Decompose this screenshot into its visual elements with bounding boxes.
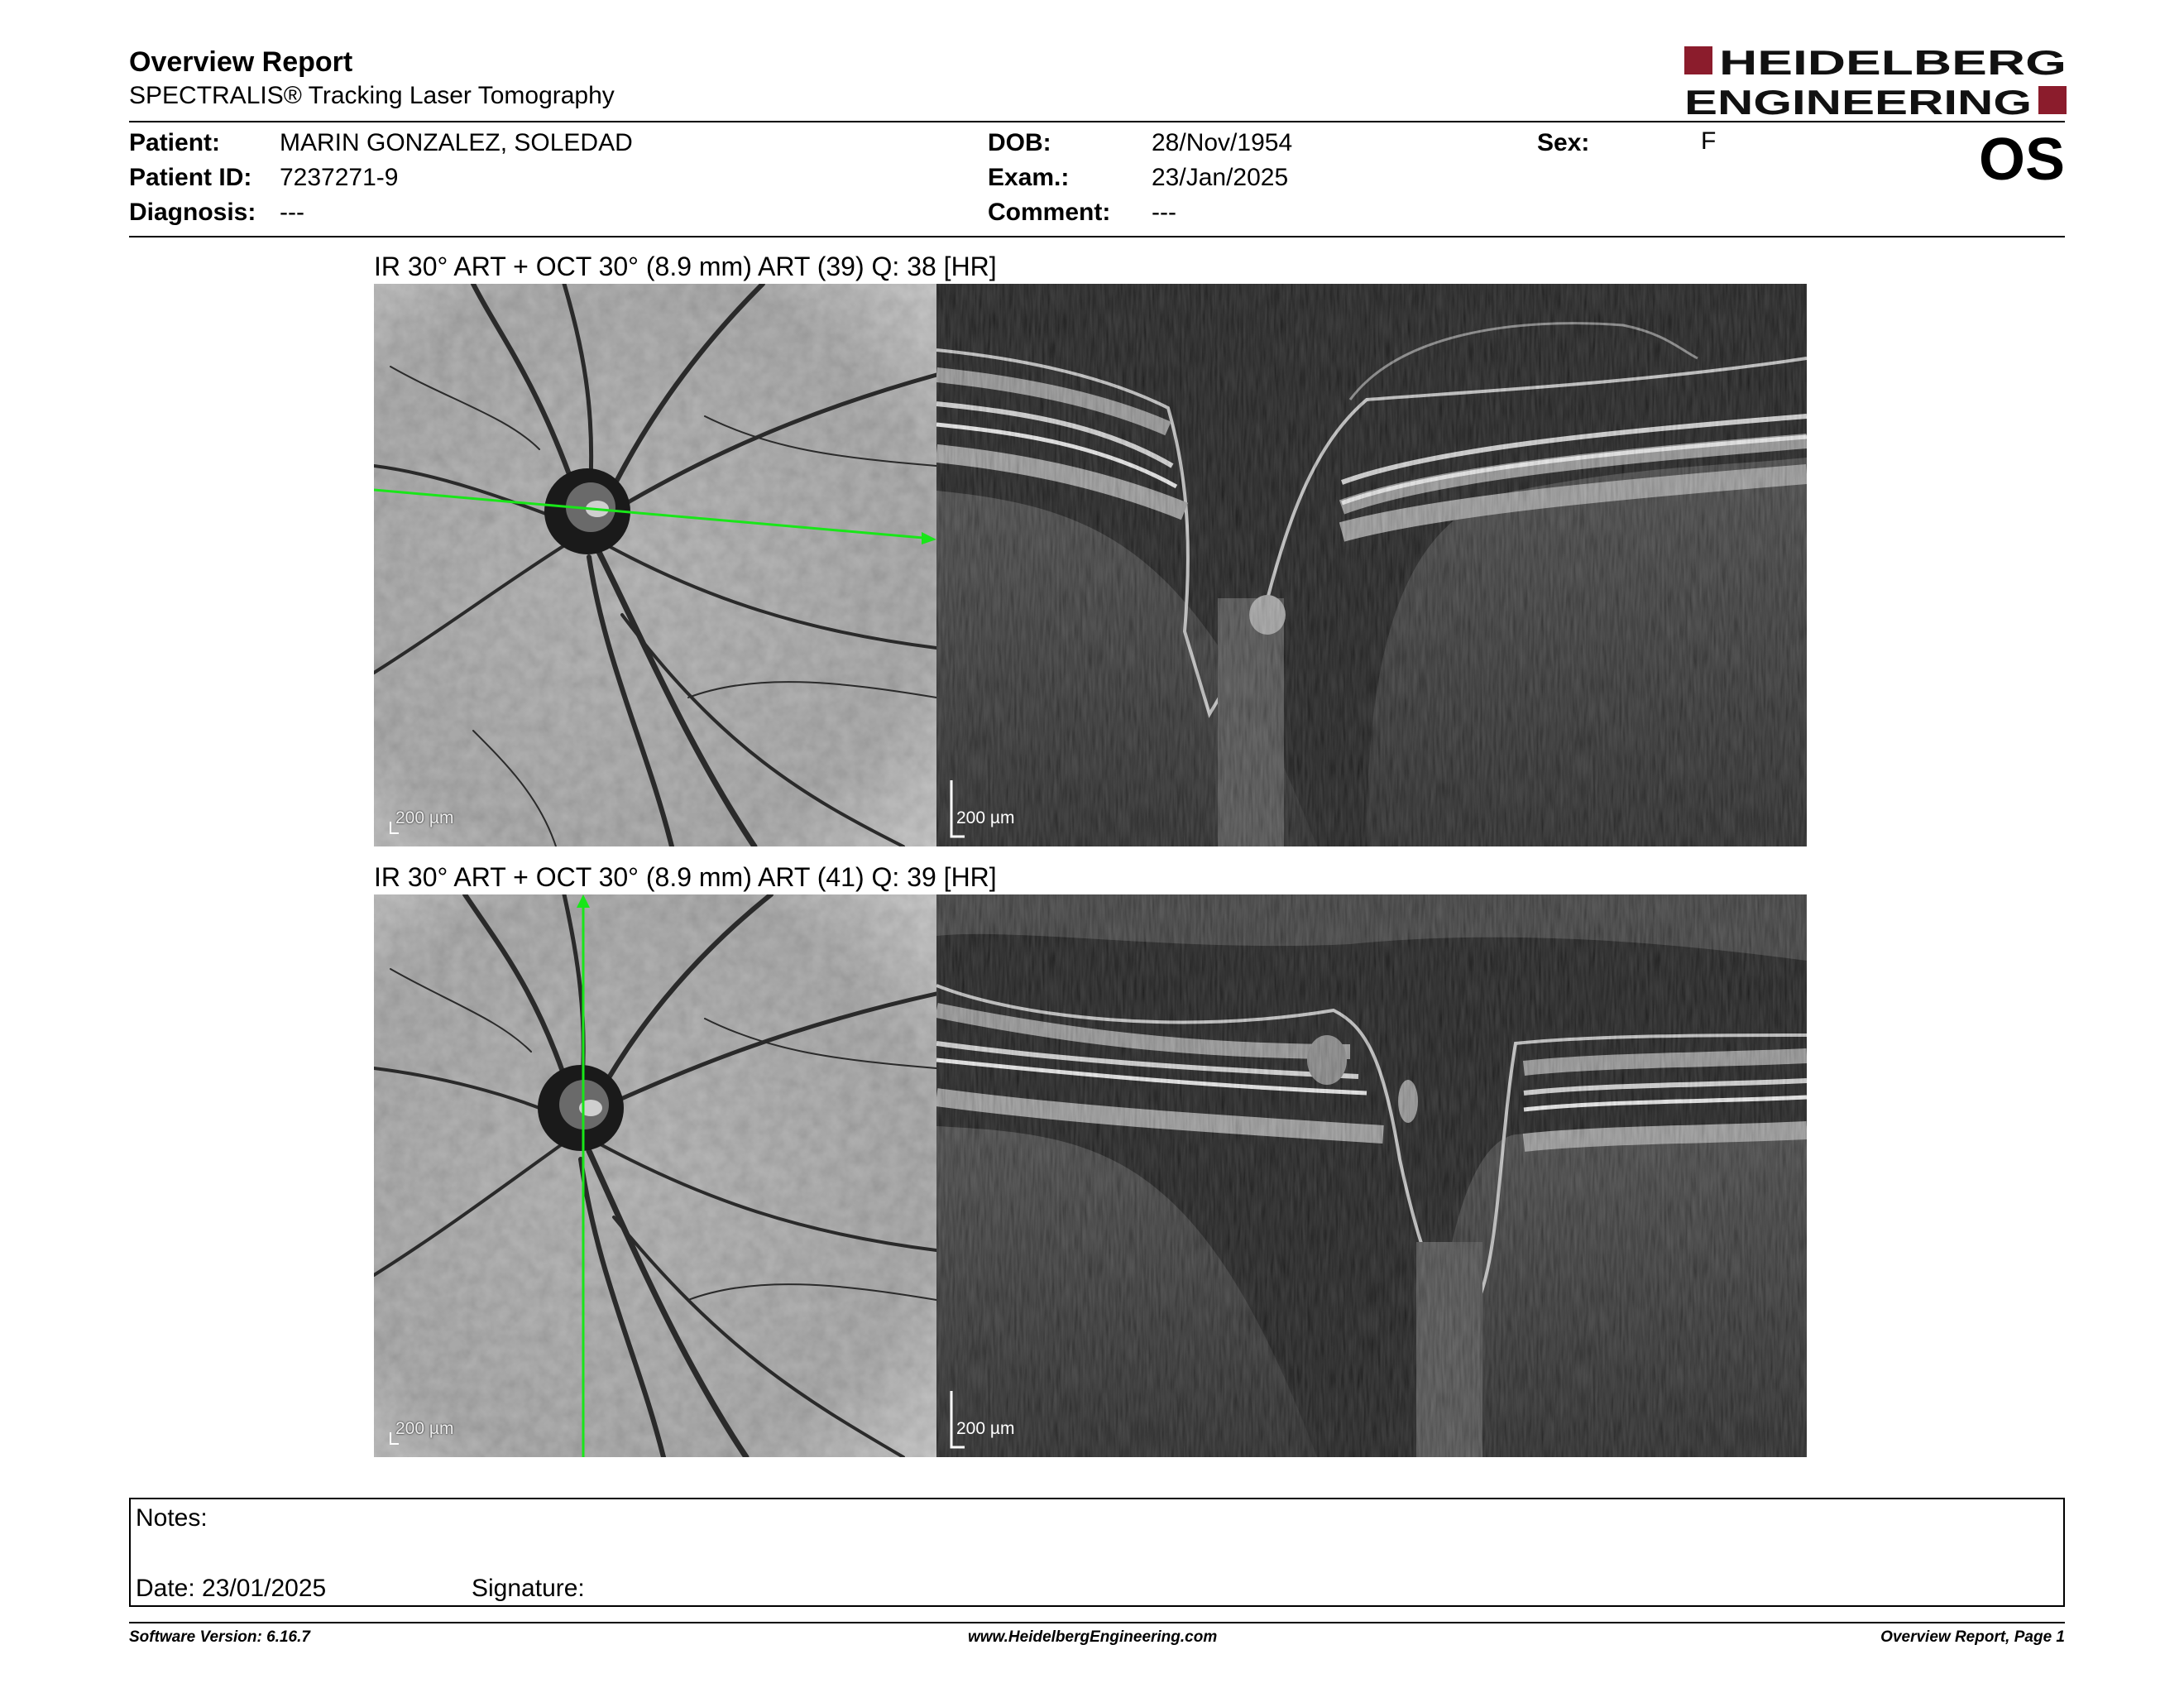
scan-2-fundus-image[interactable] (374, 894, 936, 1457)
scan-2-fundus-scale: 200 µm (395, 1419, 454, 1438)
exam-label: Exam.: (988, 164, 1070, 191)
scan-1-oct-scale: 200 µm (956, 808, 1015, 827)
notes-box[interactable] (129, 1498, 2065, 1607)
diagnosis-value: --- (280, 199, 304, 226)
scan-2-title: IR 30° ART + OCT 30° (8.9 mm) ART (41) Q: 39 [HR] (374, 862, 997, 892)
scan-1-fundus-image[interactable] (374, 284, 936, 846)
scan-1-oct-image[interactable] (936, 284, 1807, 846)
notes-label: Notes: (136, 1504, 208, 1532)
svg-text:HEIDELBERG: HEIDELBERG (1719, 45, 2067, 82)
signature-label: Signature: (472, 1575, 585, 1602)
page-indicator: Overview Report, Page 1 (1880, 1628, 2065, 1646)
patient-name-label: Patient: (129, 129, 221, 156)
diagnosis-label: Diagnosis: (129, 199, 256, 226)
scan-2-oct-image[interactable] (936, 894, 1807, 1457)
comment-value: --- (1152, 199, 1176, 226)
report-title: Overview Report (129, 46, 353, 78)
header-divider (129, 121, 2065, 122)
scan-1-fundus-scale: 200 µm (395, 808, 454, 827)
date-label: Date: 23/01/2025 (136, 1575, 327, 1602)
scan-2-oct-scale: 200 µm (956, 1419, 1015, 1438)
sex-value: F (1701, 127, 1717, 155)
heidelberg-logo (1684, 45, 2067, 117)
report-subtitle: SPECTRALIS® Tracking Laser Tomography (129, 82, 615, 109)
comment-label: Comment: (988, 199, 1111, 226)
software-version: Software Version: 6.16.7 (129, 1628, 310, 1646)
patient-id: 7237271-9 (280, 164, 399, 191)
patient-id-label: Patient ID: (129, 164, 252, 191)
dob-label: DOB: (988, 129, 1051, 156)
website-link[interactable]: www.HeidelbergEngineering.com (968, 1628, 1218, 1646)
sex-label: Sex: (1537, 129, 1590, 156)
svg-text:ENGINEERING: ENGINEERING (1684, 83, 2032, 117)
dob-value: 28/Nov/1954 (1152, 129, 1293, 156)
exam-value: 23/Jan/2025 (1152, 164, 1289, 191)
scan-1-title: IR 30° ART + OCT 30° (8.9 mm) ART (39) Q: 38 [HR] (374, 252, 997, 281)
footer-divider (129, 1622, 2065, 1623)
patient-name: MARIN GONZALEZ, SOLEDAD (280, 129, 633, 156)
patient-divider (129, 236, 2065, 237)
eye-indicator: OS (1978, 127, 2065, 193)
